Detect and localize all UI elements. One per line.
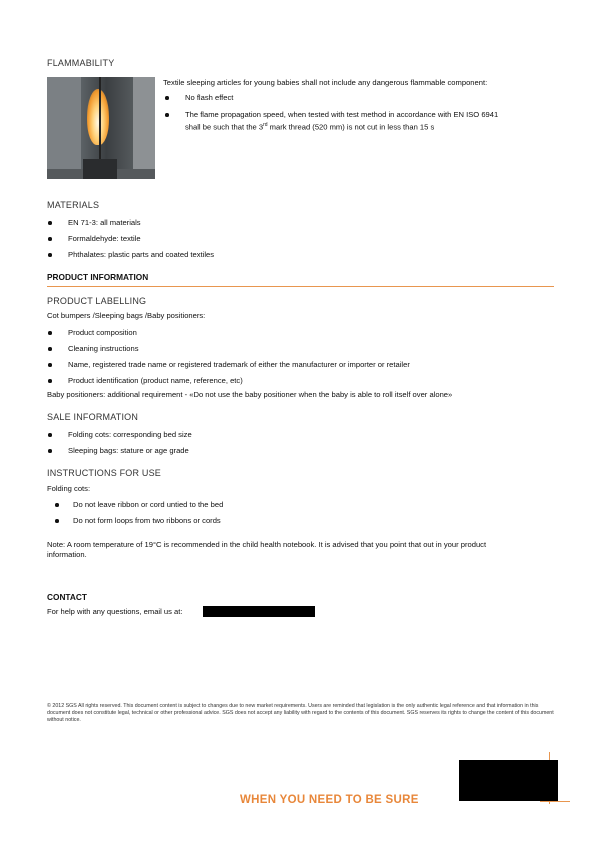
list-item: Formaldehyde: textile xyxy=(48,234,548,244)
bullet-icon xyxy=(48,253,52,257)
tagline: WHEN YOU NEED TO BE SURE xyxy=(240,794,419,806)
bullet-icon xyxy=(48,237,52,241)
room-temperature-note: Note: A room temperature of 19°C is recommended in the child health notebook. It is advised that you point that out in your product xyxy=(47,540,487,549)
corner-mark-horizontal xyxy=(540,801,570,802)
instructions-title: INSTRUCTIONS FOR USE xyxy=(47,468,162,478)
list-item: Do not leave ribbon or cord untied to the bed xyxy=(55,500,545,510)
flammability-title: FLAMMABILITY xyxy=(47,58,115,68)
legal-disclaimer: © 2012 SGS All rights reserved. This document content is subject to changes due to new market requirements. Users are reminded that legislation is the only authentic legal reference and that information in this document does not constitute legal, technical or other professional advice. SGS does not accept any liability with regard to the contents of this document. SGS reserves its rights to change the content of this document without notice. xyxy=(47,703,554,723)
list-item: Name, registered trade name or registered trademark of either the manufacturer or importer or retailer xyxy=(48,360,548,370)
bullet-icon xyxy=(55,503,59,507)
list-item: Product composition xyxy=(48,328,548,338)
product-labelling-title: PRODUCT LABELLING xyxy=(47,296,147,306)
baby-positioner-note: Baby positioners: additional requirement - «Do not use the baby positioner when the baby is able to roll itself over alone» xyxy=(47,390,453,399)
room-temperature-note-cont: information. xyxy=(47,550,87,559)
bullet-icon xyxy=(48,363,52,367)
list-item: Sleeping bags: stature or age grade xyxy=(48,446,548,456)
product-labelling-intro: Cot bumpers /Sleeping bags /Baby positioners: xyxy=(47,311,206,320)
product-information-heading: PRODUCT INFORMATION xyxy=(47,272,149,282)
list-item: Product identification (product name, reference, etc) xyxy=(48,376,548,386)
list-item: No flash effect xyxy=(165,93,555,103)
redacted-email xyxy=(203,606,315,617)
bullet-icon xyxy=(165,96,169,100)
list-item: Do not form loops from two ribbons or cords xyxy=(55,516,545,526)
list-item: The flame propagation speed, when tested with test method in accordance with EN ISO 6941 shall be such that the 3rd mark thread (520 mm) is not cut in less than 15 s xyxy=(165,110,555,130)
bullet-icon xyxy=(48,379,52,383)
flame-spec-line2: shall be such that the 3rd mark thread (520 mm) is not cut in less than 15 s xyxy=(185,122,435,132)
list-item: Cleaning instructions xyxy=(48,344,548,354)
bullet-icon xyxy=(165,113,169,117)
bullet-icon xyxy=(48,331,52,335)
bullet-icon xyxy=(55,519,59,523)
list-item: Folding cots: corresponding bed size xyxy=(48,430,548,440)
bullet-icon xyxy=(48,347,52,351)
flammability-intro: Textile sleeping articles for young babies shall not include any dangerous flammable component: xyxy=(163,78,488,87)
section-divider xyxy=(47,286,554,287)
flame-icon xyxy=(87,89,109,145)
materials-title: MATERIALS xyxy=(47,200,100,210)
bullet-icon xyxy=(48,449,52,453)
list-item: EN 71-3: all materials xyxy=(48,218,548,228)
flame-test-photo xyxy=(47,77,155,179)
bullet-icon xyxy=(48,433,52,437)
contact-heading: CONTACT xyxy=(47,592,87,602)
sale-information-title: SALE INFORMATION xyxy=(47,412,139,422)
instructions-intro: Folding cots: xyxy=(47,484,91,493)
contact-text: For help with any questions, email us at: xyxy=(47,607,183,616)
bullet-icon xyxy=(48,221,52,225)
redacted-logo xyxy=(459,760,558,801)
list-item: Phthalates: plastic parts and coated textiles xyxy=(48,250,548,260)
